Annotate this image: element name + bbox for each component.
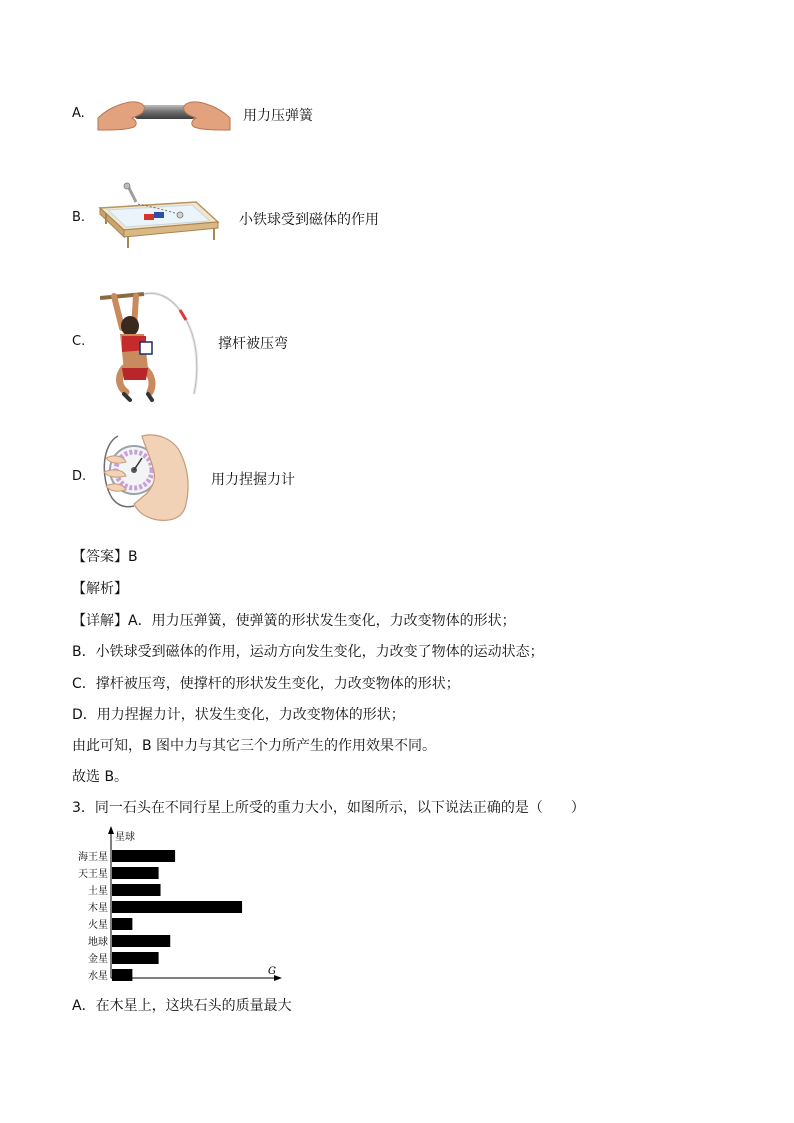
analysis-conclusion: 由此可知，B 图中力与其它三个力所产生的作用效果不同。 xyxy=(72,738,437,754)
option-a-label: 用力压弹簧 xyxy=(243,108,313,124)
option-c-letter: C. xyxy=(72,334,86,349)
category-label-1: 海王星 xyxy=(78,852,108,863)
bar-7 xyxy=(112,952,159,964)
analysis-choice: 故选 B。 xyxy=(72,769,129,785)
y-axis-arrow xyxy=(108,826,114,834)
bar-3 xyxy=(112,884,161,896)
x-axis-label: G xyxy=(268,966,276,977)
magnet-iron-ball-table-icon xyxy=(96,182,222,254)
bar-4 xyxy=(112,901,242,913)
bar-8 xyxy=(112,969,132,981)
analysis-line-1: 【详解】A．用力压弹簧，使弹簧的形状发生变化，力改变物体的形状； xyxy=(72,613,516,629)
category-label-6: 地球 xyxy=(88,937,108,948)
analysis-line-4: D．用力捏握力计，状发生变化，力改变物体的形状； xyxy=(72,707,405,723)
y-axis-label: 星球 xyxy=(115,832,135,843)
question-3-option-a: A．在木星上，这块石头的质量最大 xyxy=(72,998,292,1014)
option-b-label: 小铁球受到磁体的作用 xyxy=(239,212,379,228)
option-b-letter: B. xyxy=(72,210,86,225)
bar-6 xyxy=(112,935,170,947)
category-label-8: 水星 xyxy=(88,971,108,982)
analysis-heading: 【解析】 xyxy=(72,581,128,597)
bar-2 xyxy=(112,867,159,879)
answer-line: 【答案】B xyxy=(72,549,138,565)
category-label-4: 木星 xyxy=(88,903,108,914)
category-label-7: 金星 xyxy=(88,954,108,965)
analysis-line-3: C．撑杆被压弯，使撑杆的形状发生变化，力改变物体的形状； xyxy=(72,676,460,692)
option-d-letter: D. xyxy=(72,469,87,484)
category-label-3: 土星 xyxy=(88,886,108,897)
gravity-bar-chart xyxy=(66,820,292,986)
analysis-line-2: B．小铁球受到磁体的作用，运动方向发生变化，力改变了物体的运动状态； xyxy=(72,644,544,660)
hands-squeezing-spring-icon xyxy=(96,96,232,132)
pole-vaulter-icon xyxy=(100,288,200,404)
hand-grip-dynamometer-icon xyxy=(96,428,196,524)
category-label-5: 火星 xyxy=(88,920,108,931)
category-label-2: 天王星 xyxy=(78,869,108,880)
bar-5 xyxy=(112,918,132,930)
bar-1 xyxy=(112,850,175,862)
question-3-stem: 3．同一石头在不同行星上所受的重力大小，如图所示，以下说法正确的是（ ） xyxy=(72,800,585,816)
option-c-label: 撑杆被压弯 xyxy=(218,336,288,352)
option-a-letter: A. xyxy=(72,106,85,121)
option-d-label: 用力捏握力计 xyxy=(211,472,295,488)
